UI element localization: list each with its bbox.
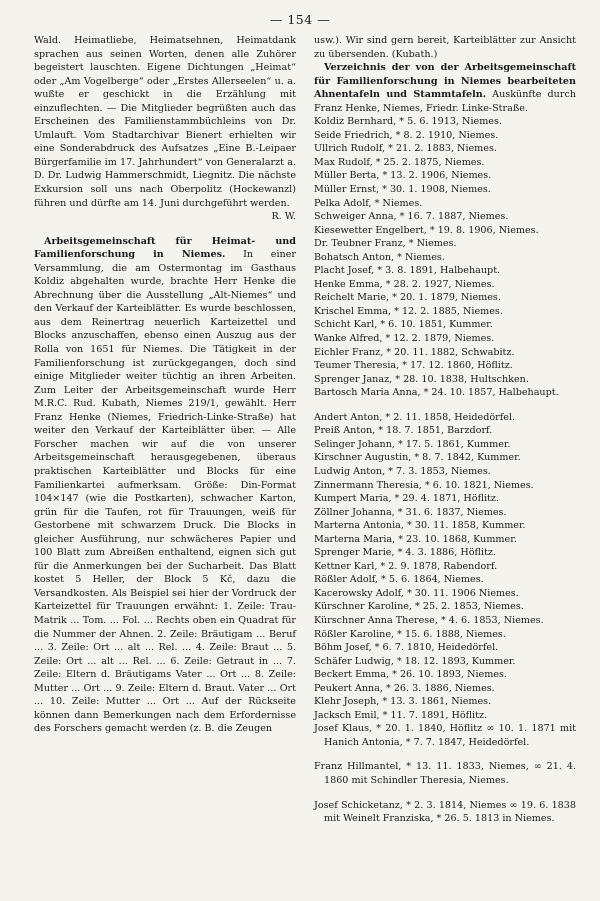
paragraph-continuation: usw.). Wir sind gern bereit, Karteiblätter zur Ansicht zu übersenden. (Kubath.) <box>314 35 576 60</box>
list-item: Kürschner Anna Therese, * 4. 6. 1853, Niemes. <box>314 614 544 626</box>
list-item: Schäfer Ludwig, * 18. 12. 1893, Kummer. <box>314 655 516 667</box>
list-item: Kirschner Augustin, * 8. 7. 1842, Kummer. <box>314 452 521 464</box>
list-intro: Auskünfte durch Franz Henke, Niemes, Friedr. Linke-Straße. <box>314 89 576 114</box>
list-item: Müller Ernst, * 30. 1. 1908, Niemes. <box>314 184 491 196</box>
list-item: Schweiger Anna, * 16. 7. 1887, Niemes. <box>314 211 509 223</box>
signature: R. W. <box>271 211 296 223</box>
list-heading <box>314 61 576 115</box>
list-item: Josef Schicketanz, * 2. 3. 1814, Niemes ∞ 19. 6. 1838 mit Weinelt Franziska, * 26. 5. 1813 in Niemes. <box>314 799 576 825</box>
list-item: Josef Klaus, * 20. 1. 1840, Höflitz ∞ 10. 1. 1871 mit Hanich Antonia, * 7. 7. 1847, Heidedörfel. <box>314 723 576 748</box>
section-heading: Arbeitsgemeinschaft für Heimat- und Familienforschung in Niemes. <box>34 235 296 261</box>
list-item: Rößler Adolf, * 5. 6. 1864, Niemes. <box>314 574 484 586</box>
list-item: Peukert Anna, * 26. 3. 1886, Niemes. <box>314 682 495 694</box>
text-columns <box>34 34 576 826</box>
left-column <box>34 34 296 826</box>
list-item: Sprenger Janaz, * 28. 10. 1838, Hultschken. <box>314 373 529 385</box>
list-item: Kumpert Maria, * 29. 4. 1871, Höflitz. <box>314 493 499 505</box>
list-item: Max Rudolf, * 25. 2. 1875, Niemes. <box>314 156 485 168</box>
list-item: Zinnermann Theresia, * 6. 10. 1821, Niemes. <box>314 479 534 491</box>
list-title: Verzeichnis der von der Arbeitsgemeinschaft für Familienforschung in Niemes bearbeiteten Ahnentafeln und Stammtafeln. <box>314 62 576 101</box>
list-item: Kacerowsky Adolf, * 30. 11. 1906 Niemes. <box>314 587 519 599</box>
section-body: In einer Versammlung, die am Ostermontag im Gasthaus Koldiz abgehalten wurde, brachte Herr Henke die Abrechnung über die Ausstellung „Alt-Niemes“ und den Verkauf der Karteiblätter. Es wurde beschlossen, aus dem Reinertrag neuerlich Karteizettel und Blocks anzuschaffen, ebenso einen Auszug aus der Rolla von 1651 für Niemes. Die Tätigkeit in der Familienforschung ist zurückgegangen, doch sind einige Mitglieder weiter tüchtig an ihren Arbeiten. Zum Leiter der Arbeitsgemeinschaft wurde Herr M.R.C. Rud. Kubath, Niemes 219/1, gewählt. Herr Franz Henke (Niemes, Friedrich-Linke-Straße) hat weiter den Verkauf der Karteiblätter über. — Alle Forscher machen wir auf die von unserer Arbeitsgemeinschaft herausgegebenen, überaus praktischen Karteiblätter und Blocks für eine Familienkartei aufmerksam. Größe: Din-Format 104×147 (wie die Postkarten), schwacher Karton, grün für die Taufen, rot für Trauungen, weiß für Gestorbene mit schwarzem Druck. Die Blocks in gleicher Ausführung, nur schwächeres Papier und 100 Blatt zum Abreißen enthaltend, eignen sich gut für die Anmerkungen bei der Sucharbeit. Das Blatt kostet 5 Heller, der Block 5 Kč, dazu die Versandkosten. Als Beispiel sei hier der Vordruck der Karteizettel für Trauungen erwähnt: 1. Zeile: Trau-Matrik ... Tom. ... Fol. ... Rechts oben ein Quadrat für die Nummer der Ahnen. 2. Zeile: Bräutigam ... Beruf ... 3. Zeile: Ort ... alt ... Rel. ... 4. Zeile: Braut ... 5. Zeile: Ort ... alt ... Rel. ... 6. Zeile: Getraut in ... 7. Zeile: Eltern d. Bräutigams Vater ... Ort ... 8. Zeile: Mutter ... Ort ... 9. Zeile: Eltern d. Braut. Vater ... Ort ... 10. Zeile: Mutter ... Ort ... Auf der Rückseite können dann Bemerkungen nach dem Erfordernisse des Forschers gemacht werden (z. B. die Zeugen <box>34 249 296 735</box>
list-item: Schicht Karl, * 6. 10. 1851, Kummer. <box>314 319 493 331</box>
list-item: Beckert Emma, * 26. 10. 1893, Niemes. <box>314 669 507 681</box>
list-item: Kettner Karl, * 2. 9. 1878, Rabendorf. <box>314 560 498 572</box>
list-item: Krischel Emma, * 12. 2. 1885, Niemes. <box>314 305 503 317</box>
paragraph-lecture-report: Wald. Heimatliebe, Heimatsehnen, Heimatdank sprachen aus seinen Worten, denen alle Zuhörer begeistert lauschten. Eigene Dichtungen „Heimat“ oder „Am Vogelberge“ oder „Erstes Allerseelen“ u. a. wußte er geschickt in die Erzählung mit einzuflechten. — Die Mitglieder begrüßten auch das Erscheinen des Familienstammbüchleins von Dr. Umlauft. Vom Stadtarchivar Bienert erhielten wir eine Sonderabdruck des Aufsatzes „Eine B.-Leipaer Bürgerfamilie im 17. Jahrhundert“ von Generalarzt a. D. Dr. Ludwig Hammerschmidt, Liegnitz. Die nächste Exkursion soll uns nach Oberpolitz (Hockewanzl) führen und dürfte am 14. Juni durchgeführt werden. <box>34 35 296 209</box>
list-item: Franz Hillmantel, * 13. 11. 1833, Niemes, ∞ 21. 4. 1860 mit Schindler Theresia, Niemes. <box>314 761 576 786</box>
paragraph-arbeitsgemeinschaft <box>34 235 296 736</box>
list-item: Eichler Franz, * 20. 11. 1882, Schwabitz. <box>314 346 515 358</box>
list-item: Selinger Johann, * 17. 5. 1861, Kummer. <box>314 438 511 450</box>
list-item: Pelka Adolf, * Niemes. <box>314 197 423 209</box>
list-item: Bartosch Maria Anna, * 24. 10. 1857, Halbehaupt. <box>314 387 559 399</box>
list-item: Zöllner Johanna, * 31. 6. 1837, Niemes. <box>314 506 507 518</box>
ancestor-list <box>314 115 576 825</box>
list-item: Jacksch Emil, * 11. 7. 1891, Höflitz. <box>314 709 488 721</box>
list-item: Wanke Alfred, * 12. 2. 1879, Niemes. <box>314 333 495 345</box>
list-item: Teumer Theresia, * 17. 12. 1860, Höflitz. <box>314 360 513 372</box>
list-item: Marterna Antonia, * 30. 11. 1858, Kummer. <box>314 520 526 532</box>
list-item: Ludwig Anton, * 7. 3. 1853, Niemes. <box>314 465 491 477</box>
list-item: Koldiz Bernhard, * 5. 6. 1913, Niemes. <box>314 116 502 128</box>
list-item: Klehr Joseph, * 13. 3. 1861, Niemes. <box>314 696 492 708</box>
list-item: Preiß Anton, * 18. 7. 1851, Barzdorf. <box>314 425 493 437</box>
list-item: Rößler Karoline, * 15. 6. 1888, Niemes. <box>314 628 506 640</box>
list-item: Kürschner Karoline, * 25. 2. 1853, Niemes. <box>314 601 524 613</box>
list-item: Placht Josef, * 3. 8. 1891, Halbehaupt. <box>314 265 501 277</box>
list-item: Sprenger Marie, * 4. 3. 1886, Höflitz. <box>314 547 496 559</box>
list-item: Dr. Teubner Franz, * Niemes. <box>314 238 457 250</box>
list-item: Böhm Josef, * 6. 7. 1810, Heidedörfel. <box>314 642 499 654</box>
list-item: Bohatsch Anton, * Niemes. <box>314 251 445 263</box>
list-item: Müller Berta, * 13. 2. 1906, Niemes. <box>314 170 492 182</box>
list-item: Andert Anton, * 2. 11. 1858, Heidedörfel. <box>314 411 516 423</box>
list-item: Ullrich Rudolf, * 21. 2. 1883, Niemes. <box>314 143 497 155</box>
list-item: Henke Emma, * 28. 2. 1927, Niemes. <box>314 278 495 290</box>
list-item: Kiesewetter Engelbert, * 19. 8. 1906, Niemes. <box>314 224 539 236</box>
page-number: — 154 — <box>269 12 331 27</box>
list-item: Seide Friedrich, * 8. 2. 1910, Niemes. <box>314 129 499 141</box>
right-column <box>314 34 576 826</box>
list-item: Marterna Maria, * 23. 10. 1868, Kummer. <box>314 533 517 545</box>
list-item: Reichelt Marie, * 20. 1. 1879, Niemes. <box>314 292 501 304</box>
